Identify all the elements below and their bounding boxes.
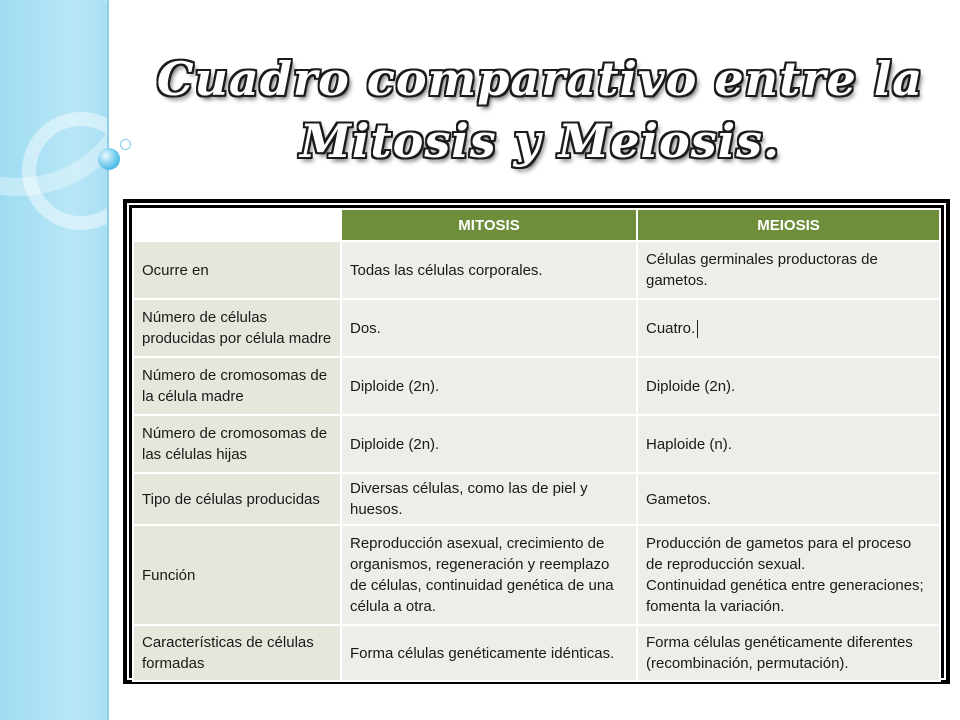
cell-text-line: Tipo de células producidas — [142, 490, 320, 508]
cell-text-line: organismos, regeneración y reemplazo — [350, 556, 610, 573]
cell-text-line: Ocurre en — [142, 261, 209, 279]
header-blank-cell — [133, 209, 341, 241]
meiosis-cell — [637, 241, 940, 299]
cell-text-line: Número de células — [142, 309, 268, 326]
cell-text-line: Dos. — [350, 319, 381, 337]
comparison-table — [132, 208, 941, 682]
row-label-cell — [133, 525, 341, 625]
row-label-cell — [133, 357, 341, 415]
cell-text-line: Diploide (2n). — [350, 435, 440, 453]
cell-text-line: la célula madre — [142, 388, 244, 405]
header-mitosis: MITOSIS — [341, 209, 637, 241]
mitosis-cell — [341, 473, 637, 525]
row-label-cell — [133, 241, 341, 299]
cell-text-line: Gametos. — [646, 490, 712, 508]
cell-text-line: Reproducción asexual, crecimiento de — [350, 535, 605, 552]
cell-text-line: Cuatro. — [646, 318, 931, 339]
cell-text-line: Haploide (n). — [646, 435, 732, 453]
table-row — [133, 357, 940, 415]
meiosis-cell — [637, 625, 940, 681]
mitosis-cell — [341, 357, 637, 415]
cell-text-line: Forma células genéticamente idénticas. — [350, 644, 615, 662]
cell-text-line: Producción de gametos para el proceso — [646, 535, 912, 552]
cell-text-line: Diploide (2n). — [350, 377, 440, 395]
cell-text-line: fomenta la variación. — [646, 598, 785, 615]
cell-text-line: Diversas células, como las de piel y huesos. — [350, 480, 588, 518]
meiosis-cell — [637, 357, 940, 415]
cell-text-line: Número de cromosomas de — [142, 425, 328, 442]
slide-title-line-1: Cuadro comparativo entre la — [156, 52, 924, 106]
row-label-cell — [133, 415, 341, 473]
cell-text-line: gametos. — [646, 272, 708, 289]
table-row — [133, 625, 940, 681]
table-row — [133, 473, 940, 525]
cell-text-line: Número de cromosomas de — [142, 367, 328, 384]
table-header-row — [133, 209, 940, 241]
table-frame — [123, 199, 950, 684]
row-label-cell — [133, 473, 341, 525]
slide-title — [150, 48, 930, 172]
meiosis-cell — [637, 525, 940, 625]
cell-text-line: de células, continuidad genética de una — [350, 577, 614, 594]
meiosis-cell — [637, 473, 940, 525]
meiosis-cell — [637, 415, 940, 473]
cell-text-line: célula a otra. — [350, 598, 436, 615]
text-cursor — [697, 320, 698, 338]
row-label-cell — [133, 625, 341, 681]
cell-text-line: Forma células genéticamente diferentes — [646, 634, 913, 651]
mitosis-cell — [341, 241, 637, 299]
cell-text-line: de reproducción sexual. — [646, 556, 806, 573]
mitosis-cell — [341, 625, 637, 681]
cell-text-line: Células germinales productoras de — [646, 251, 878, 268]
slide-title-line-2: Mitosis y Meiosis. — [300, 114, 780, 168]
cell-text-line: (recombinación, permutación). — [646, 655, 849, 672]
header-meiosis: MEIOSIS — [637, 209, 940, 241]
cell-text-line: Características de células — [142, 634, 314, 651]
cell-text-line: Función — [142, 566, 196, 584]
cell-text-line: Continuidad genética entre generaciones; — [646, 577, 924, 594]
table-row — [133, 525, 940, 625]
mitosis-cell — [341, 299, 637, 357]
cell-text-line: Todas las células corporales. — [350, 261, 543, 279]
row-label-cell — [133, 299, 341, 357]
cell-text-line: las células hijas — [142, 446, 248, 463]
table-row — [133, 415, 940, 473]
table-row — [133, 299, 940, 357]
cell-text-line: Diploide (2n). — [646, 377, 736, 395]
cell-text-line: formadas — [142, 655, 205, 672]
cell-text-line: producidas por célula madre — [142, 330, 332, 347]
decorative-bubble — [120, 139, 131, 150]
mitosis-cell — [341, 525, 637, 625]
table-row — [133, 241, 940, 299]
meiosis-cell — [637, 299, 940, 357]
decorative-side-band — [0, 0, 109, 720]
mitosis-cell — [341, 415, 637, 473]
decorative-bubble — [98, 148, 120, 170]
